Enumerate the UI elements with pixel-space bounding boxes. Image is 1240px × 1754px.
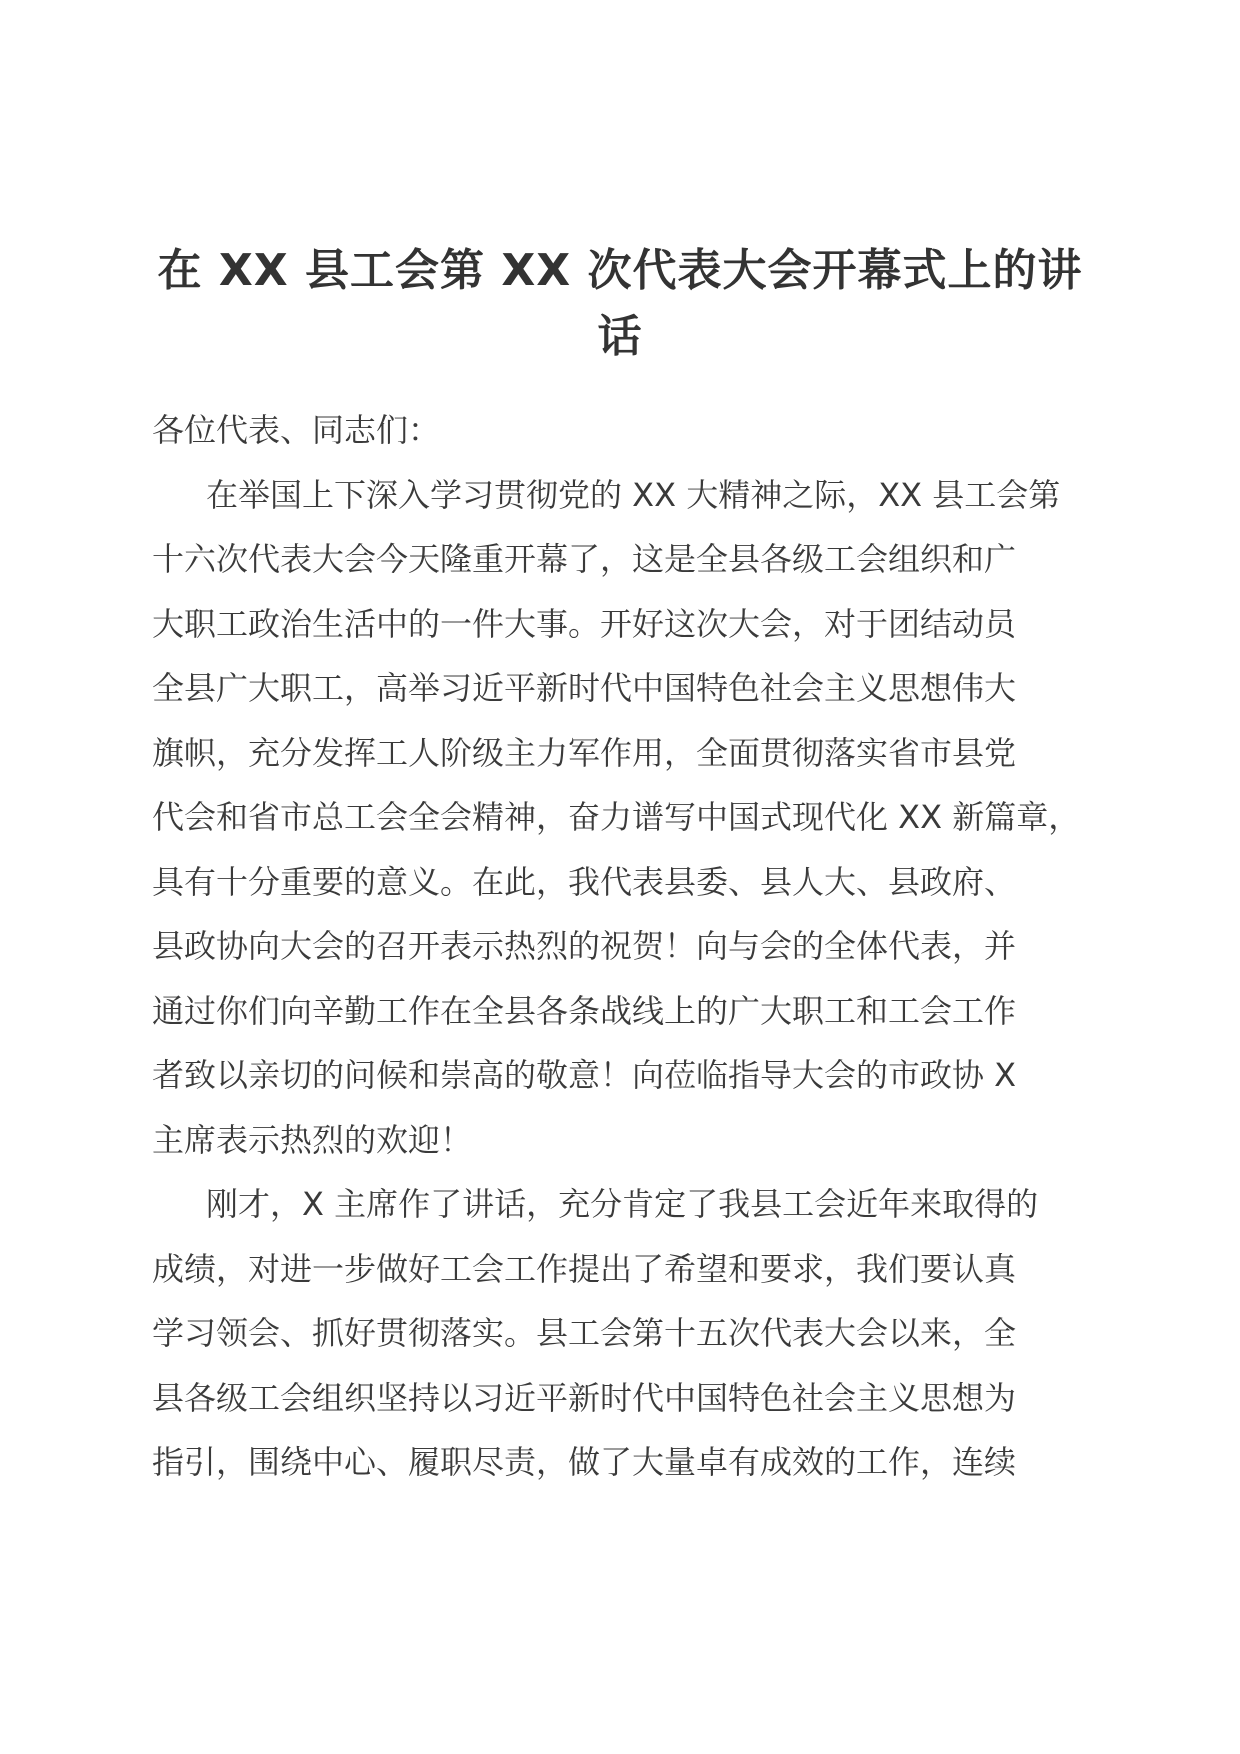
document-title: [140, 238, 1100, 370]
paragraph-line: 代会和省市总工会全会精神，奋力谱写中国式现代化 XX 新篇章，: [152, 798, 1081, 836]
paragraph-line: 成绩，对进一步做好工会工作提出了希望和要求，我们要认真: [152, 1249, 1017, 1288]
paragraph-line: 通过你们向辛勤工作在全县各条战线上的广大职工和工会工作: [152, 991, 1017, 1030]
salutation: 各位代表、同志们：: [152, 411, 441, 449]
title-line-1: 在 XX 县工会第 XX 次代表大会开幕式上的讲: [157, 245, 1083, 296]
paragraph-line: 刚才，X 主席作了讲话，充分肯定了我县工会近年来取得的: [206, 1185, 1039, 1223]
paragraph-line: 在举国上下深入学习贯彻党的 XX 大精神之际，XX 县工会第: [206, 475, 1061, 514]
paragraph-2: [152, 1172, 1092, 1495]
paragraph-line: 县各级工会组织坚持以习近平新时代中国特色社会主义思想为: [152, 1378, 1017, 1417]
paragraph-line: 主席表示热烈的欢迎！: [152, 1120, 473, 1159]
paragraph-line: 学习领会、抓好贯彻落实。县工会第十五次代表大会以来，全: [152, 1314, 1017, 1352]
paragraph-1: [152, 463, 1092, 1173]
paragraph-line: 指引，围绕中心、履职尽责，做了大量卓有成效的工作，连续: [152, 1443, 1017, 1481]
paragraph-line: 者致以亲切的问候和崇高的敬意！向莅临指导大会的市政协 X: [152, 1056, 1017, 1094]
paragraph-line: 县政协向大会的召开表示热烈的祝贺！向与会的全体代表，并: [152, 927, 1017, 965]
paragraph-line: 大职工政治生活中的一件大事。开好这次大会，对于团结动员: [152, 604, 1017, 643]
paragraph-line: 具有十分重要的意义。在此，我代表县委、县人大、县政府、: [152, 862, 1017, 901]
document-body: [152, 398, 1092, 1495]
title-line-2: 话: [597, 311, 643, 362]
paragraph-line: 旗帜，充分发挥工人阶级主力军作用，全面贯彻落实省市县党: [152, 733, 1017, 772]
paragraph-line: 全县广大职工，高举习近平新时代中国特色社会主义思想伟大: [152, 669, 1017, 707]
paragraph-line: 十六次代表大会今天隆重开幕了，这是全县各级工会组织和广: [152, 540, 1017, 578]
